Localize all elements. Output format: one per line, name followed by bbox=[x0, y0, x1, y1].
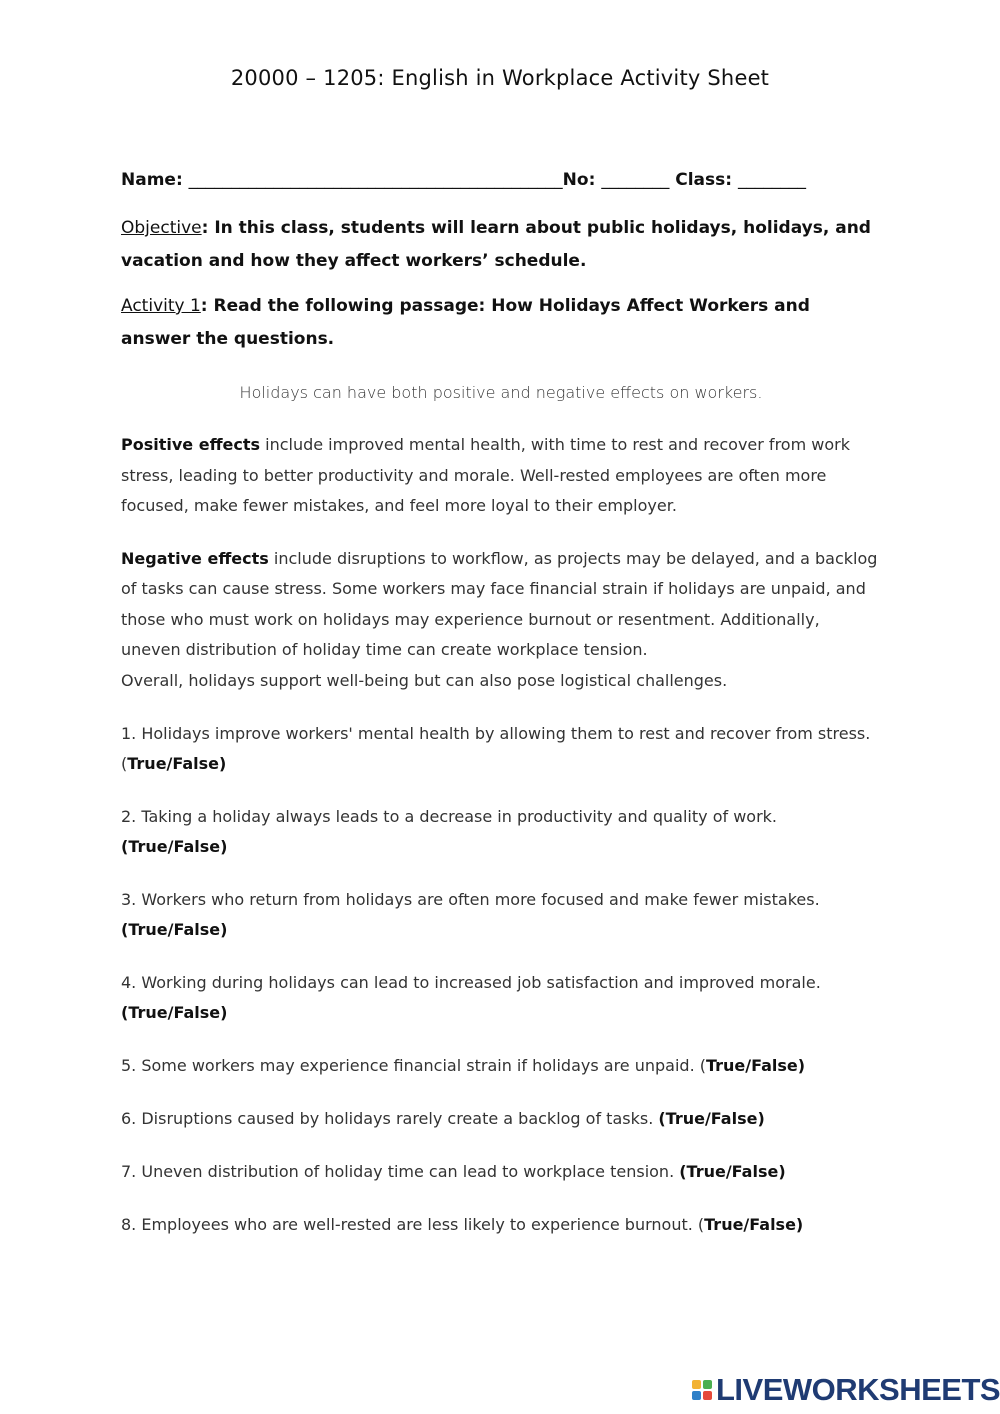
logo-square-icon bbox=[703, 1380, 712, 1389]
true-false-answer[interactable]: (True/False) bbox=[679, 1162, 786, 1181]
question-3 bbox=[121, 885, 881, 945]
liveworksheets-logo[interactable] bbox=[692, 1372, 1000, 1408]
logo-square-icon bbox=[692, 1391, 701, 1400]
class-label: Class: bbox=[675, 170, 733, 190]
objective-label: Objective bbox=[121, 218, 202, 238]
no-blank: ________ bbox=[601, 170, 670, 190]
question-7 bbox=[121, 1157, 881, 1187]
class-blank: ________ bbox=[737, 170, 806, 190]
true-false-answer[interactable]: True/False) bbox=[704, 1215, 804, 1234]
question-6 bbox=[121, 1104, 881, 1134]
question-text: 1. Holidays improve workers' mental health by allowing them to rest and recover from stress. ( bbox=[121, 724, 871, 773]
logo-square-icon bbox=[692, 1380, 701, 1389]
question-5 bbox=[121, 1051, 881, 1081]
positive-effects-text: include improved mental health, with time to rest and recover from work stress, leading to better productivity and morale. Well-rested employees are often more focused, make fewer mistakes, and feel more loyal to their employer. bbox=[121, 435, 850, 515]
question-text: 6. Disruptions caused by holidays rarely create a backlog of tasks. bbox=[121, 1109, 659, 1128]
question-4 bbox=[121, 968, 881, 1028]
positive-effects-paragraph bbox=[121, 430, 881, 522]
question-2 bbox=[121, 802, 881, 862]
true-false-answer[interactable]: (True/False) bbox=[121, 837, 228, 856]
question-8 bbox=[121, 1210, 881, 1240]
true-false-answer[interactable]: (True/False) bbox=[121, 1003, 228, 1022]
no-label: No: bbox=[562, 170, 596, 190]
activity-paragraph bbox=[121, 290, 881, 356]
passage-intro: Holidays can have both positive and negative effects on workers. bbox=[239, 383, 763, 402]
overall-text: Overall, holidays support well-being but can also pose logistical challenges. bbox=[121, 670, 728, 690]
negative-effects-label: Negative effects bbox=[121, 548, 269, 568]
true-false-answer[interactable]: (True/False) bbox=[658, 1109, 765, 1128]
name-blank: ____________________________________________ bbox=[188, 170, 563, 190]
student-info-line bbox=[121, 170, 881, 200]
objective-paragraph bbox=[121, 212, 881, 278]
logo-square-icon bbox=[703, 1391, 712, 1400]
question-text: 5. Some workers may experience financial strain if holidays are unpaid. ( bbox=[121, 1056, 706, 1075]
liveworksheets-logo-icon bbox=[692, 1380, 712, 1400]
positive-effects-label: Positive effects bbox=[121, 435, 261, 454]
activity-text: : Read the following passage: How Holidays Affect Workers and answer the questions. bbox=[121, 296, 810, 349]
activity-label: Activity 1 bbox=[121, 296, 201, 316]
liveworksheets-logo-text: LIVEWORKSHEETS bbox=[716, 1372, 1000, 1407]
question-text: 2. Taking a holiday always leads to a decrease in productivity and quality of work. bbox=[121, 807, 777, 826]
true-false-answer[interactable]: True/False) bbox=[705, 1056, 806, 1075]
objective-text: : In this class, students will learn about public holidays, holidays, and vacation and how they affect workers’ schedule. bbox=[121, 218, 871, 271]
name-label: Name: bbox=[121, 170, 183, 190]
question-text: 3. Workers who return from holidays are often more focused and make fewer mistakes. bbox=[121, 890, 820, 909]
question-text: 4. Working during holidays can lead to increased job satisfaction and improved morale. bbox=[121, 973, 821, 992]
question-1 bbox=[121, 719, 881, 779]
page-title: 20000 – 1205: English in Workplace Activity Sheet bbox=[230, 66, 770, 90]
true-false-answer[interactable]: True/False) bbox=[127, 754, 227, 773]
negative-effects-paragraph bbox=[121, 544, 881, 697]
question-text: 8. Employees who are well-rested are less likely to experience burnout. ( bbox=[121, 1215, 705, 1234]
worksheet-content bbox=[121, 170, 881, 1240]
negative-effects-text: include disruptions to workflow, as projects may be delayed, and a backlog of tasks can cause stress. Some workers may face financial strain if holidays are unpaid, and those who must work on holidays may experience burnout or resentment. Additionally, uneven distribution of holiday time can create workplace tension. bbox=[121, 548, 878, 659]
question-text: 7. Uneven distribution of holiday time can lead to workplace tension. bbox=[121, 1162, 680, 1181]
true-false-answer[interactable]: (True/False) bbox=[121, 920, 228, 939]
